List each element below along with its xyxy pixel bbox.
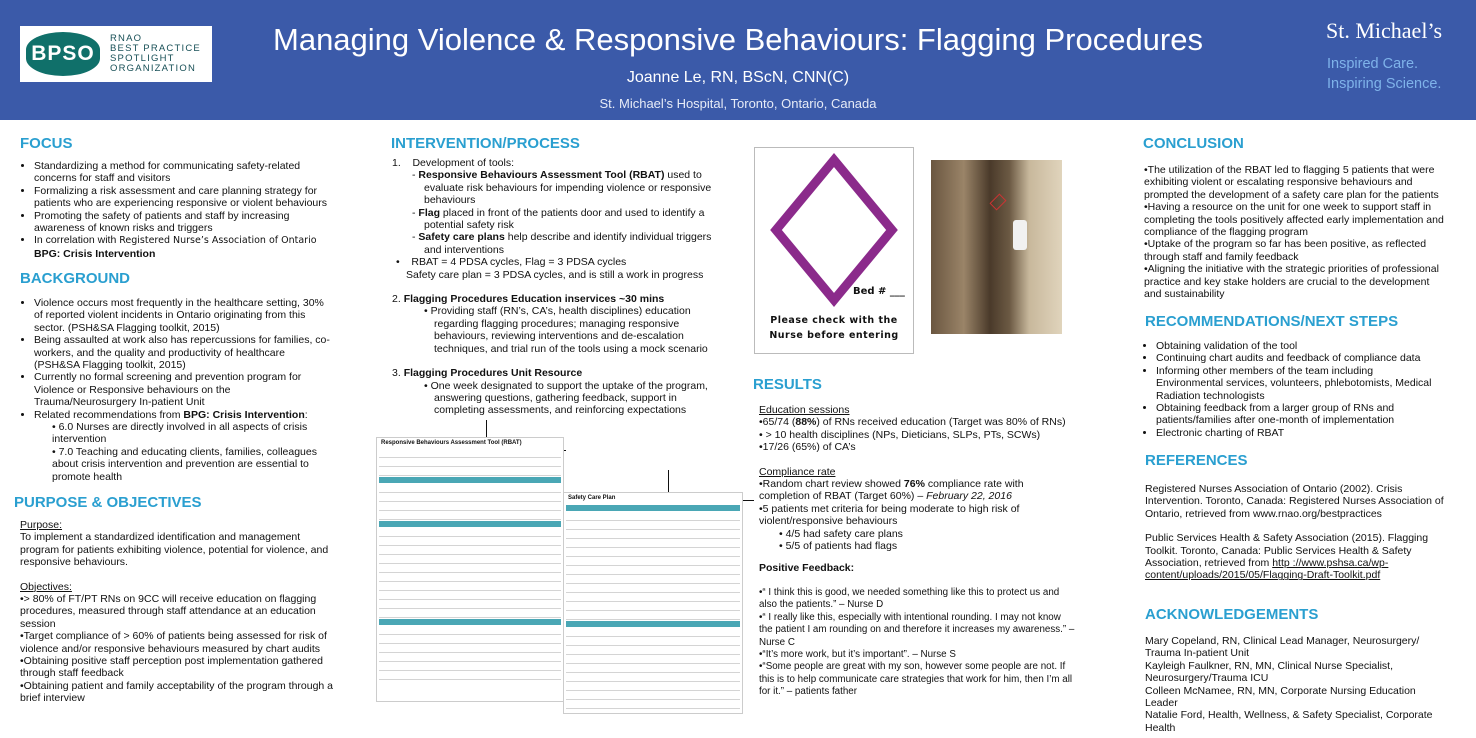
background-item: • Violence occurs most frequently in the healthcare setting, 30% of reported violent incidents in Ontario originating from this sector. (PSH&SA Flagging toolkit, 2015) <box>34 297 330 334</box>
focus-text: In correlation with <box>34 234 120 247</box>
conclusion-block <box>1144 164 1444 300</box>
acknowledgements-heading: ACKNOWLEDGEMENTS <box>1145 606 1319 623</box>
tool-rest: used to evaluate risk behaviours for impending violence or responsive behaviours <box>424 169 712 207</box>
step-num: 3. <box>392 367 401 380</box>
tool-rest: placed in front of the patients door and used to identify a potential safety risk <box>424 206 705 232</box>
poster-header <box>0 0 1476 120</box>
recommendation-item: • Obtaining validation of the tool <box>1156 340 1442 352</box>
conclusion-item: •The utilization of the RBAT led to flagging 5 patients that were exhibiting violent or escalating responsive behaviours and prompted the development of a safety care plan for the patients <box>1144 164 1439 201</box>
recommendation-item: • Continuing chart audits and feedback of compliance data <box>1156 352 1442 364</box>
safety-care-plan-image <box>563 492 743 714</box>
result-date: February 22, 2016 <box>926 490 1012 503</box>
hospital-tagline <box>1327 54 1441 94</box>
logo-line: ORGANIZATION <box>110 63 197 74</box>
step-item: • Providing staff (RN’s, CA’s, health disciplines) education regarding flagging procedures; managing responsive behaviours, reviewing interventions and de-escalation techniques, and trial run of the tools using a mock scenario <box>424 305 722 355</box>
logo-line: RNAO <box>110 33 143 44</box>
conclusion-item: •Uptake of the program so far has been positive, as reflected through staff and family feedback <box>1144 238 1427 263</box>
poster-author: Joanne Le, RN, BScN, CNN(C) <box>626 69 850 86</box>
result-text: compliance rate with completion of RBAT (Target 60%) – <box>759 478 1024 503</box>
background-heading: BACKGROUND <box>20 270 130 287</box>
tool-bold: Safety care plans <box>418 231 505 244</box>
step-title: Flagging Procedures Unit Resource <box>403 367 583 380</box>
pdsa-line: Safety care plan = 3 PDSA cycles, and is still a work in progress <box>406 268 704 281</box>
education-label: Education sessions <box>759 404 850 416</box>
objective-item: •Target compliance of > 60% of patients being assessed for risk of violence and/or responsive behaviours measured by chart audits <box>20 630 327 655</box>
focus-item <box>34 234 330 260</box>
background-subitem: • 7.0 Teaching and educating clients, families, colleagues about crisis intervention and prevention are essential to promote health <box>52 446 330 483</box>
intervention-step-1: 1. Development of tools: <box>392 157 514 169</box>
rec-suffix: : <box>304 408 308 421</box>
intervention-heading: INTERVENTION/PROCESS <box>391 135 580 152</box>
result-text: •65/74 ( <box>759 416 796 429</box>
focus-org: Registered Nurse’s Association of Ontario <box>119 235 317 247</box>
purpose-label: Purpose: <box>20 519 63 531</box>
tool-item <box>418 169 722 207</box>
bpso-logo-text: BPSO <box>31 42 95 65</box>
feedback-quote: •“It’s more work, but it’s important”. – Nurse S <box>759 648 956 660</box>
result-subitem: • 5/5 of patients had flags <box>779 540 1077 552</box>
references-block <box>1145 483 1445 582</box>
tool-rest: help describe and identify individual triggers and interventions <box>424 231 712 256</box>
hospital-logo-name: St. Michael’s <box>1326 18 1443 43</box>
result-line <box>759 416 1077 428</box>
result-line: •17/26 (65%) of CA’s <box>759 441 856 454</box>
pdsa-text: RBAT = 4 PDSA cycles, Flag = 3 PDSA cycles <box>411 256 627 269</box>
intervention-step-2 <box>392 293 722 305</box>
rec-text: Related recommendations from <box>34 408 184 421</box>
safety-plan-title: Safety Care Plan <box>568 495 616 501</box>
recommendation-item: • Obtaining feedback from a larger group of RNs and patients/families after one-month of implementation <box>1156 402 1442 427</box>
focus-bpg: BPG: Crisis Intervention <box>34 247 156 260</box>
background-list <box>20 297 330 483</box>
recommendation-item: • Electronic charting of RBAT <box>1156 427 1442 439</box>
feedback-quote: •“ I think this is good, we needed something like this to protect us and also the patients.” – Nurse D <box>759 586 1060 611</box>
recommendation-item: • Informing other members of the team including Environmental services, volunteers, phlebotomists, Medical Radiation technologists <box>1156 365 1442 402</box>
results-heading: RESULTS <box>753 376 822 393</box>
reference-link[interactable]: http ://www.pshsa.ca/wp-content/uploads/2015/05/Flagging-Draft-Toolkit.pdf <box>1145 557 1389 582</box>
tagline-line: Inspired Care. <box>1327 56 1419 72</box>
tagline-line: Inspiring Science. <box>1327 76 1442 92</box>
reference-text: Public Services Health & Safety Association (2015). Flagging Toolkit. Toronto, Canada: Public Services Health & Safety Association, retrieved from <box>1145 532 1429 570</box>
conclusion-item: •Aligning the initiative with the strategic priorities of professional practice and key stake holders are crucial to the development and sustainability <box>1144 263 1439 301</box>
result-line: • > 10 health disciplines (NPs, Dieticians, SLPs, PTs, SCWs) <box>759 428 1041 441</box>
result-line <box>759 478 1077 503</box>
purpose-text: To implement a standardized identification and management program for patients exhibiting violence, potential for violence, and responsive behaviours. <box>20 531 329 569</box>
sign-line: Nurse before entering <box>769 330 899 341</box>
result-subitem: • 4/5 had safety care plans <box>779 528 1077 540</box>
bed-label: Bed # ___ <box>853 286 905 297</box>
recommendations-heading: RECOMMENDATIONS/NEXT STEPS <box>1145 313 1399 330</box>
tool-bold: Flag <box>418 206 441 219</box>
objective-item: •Obtaining positive staff perception post implementation gathered through staff feedback <box>20 655 323 680</box>
purpose-block <box>20 519 338 705</box>
result-bold: 88% <box>795 416 817 429</box>
feedback-label: Positive Feedback: <box>759 562 855 575</box>
acknowledgement-item: Kayleigh Faulkner, RN, MN, Clinical Nurse Specialist, Neurosurgery/Trauma ICU <box>1145 659 1394 685</box>
results-block <box>759 404 1077 699</box>
poster-affiliation: St. Michael’s Hospital, Toronto, Ontario, Canada <box>599 96 877 111</box>
pdsa-line: • RBAT = 4 PDSA cycles, Flag = 3 PDSA cycles <box>396 256 627 269</box>
references-heading: REFERENCES <box>1145 452 1248 469</box>
result-text: •Random chart review showed <box>759 478 904 491</box>
conclusion-heading: CONCLUSION <box>1143 135 1244 152</box>
feedback-quote: •“ I really like this, especially with intentional rounding. I may not know the patient I am rounding on and therefore it increases my awareness.” – Nurse C <box>759 611 1075 648</box>
logo-line: BEST PRACTICE <box>110 43 201 54</box>
poster-title: Managing Violence & Responsive Behaviours: Flagging Procedures <box>273 22 1203 57</box>
acknowledgement-item: Colleen McNamee, RN, MN, Corporate Nursing Education Leader <box>1145 684 1416 710</box>
focus-heading: FOCUS <box>20 135 73 152</box>
objectives-label: Objectives: <box>20 580 72 593</box>
door-photo <box>931 160 1062 334</box>
rec-bold: BPG: Crisis Intervention <box>183 408 305 421</box>
focus-list <box>20 160 330 260</box>
reference-item <box>1145 532 1445 582</box>
background-item: • Currently no formal screening and prevention program for Violence or Responsive behaviours on the Trauma/Neurosurgery In-patient Unit <box>34 371 330 408</box>
step-item: • One week designated to support the uptake of the program, answering questions, gathering feedback, support in completing assessments, and reinforcing expectations <box>424 380 722 417</box>
feedback-quote: •“Some people are great with my son, however some people are not. If this is to help communicate care strategies that work for him, then I’m all for it.” – patients father <box>759 661 1073 698</box>
tool-item <box>418 206 722 232</box>
tool-item <box>418 231 722 256</box>
purpose-heading: PURPOSE & OBJECTIVES <box>14 494 202 511</box>
result-text: ) of RNs received education (Target was 80% of RNs) <box>816 416 1066 429</box>
conclusion-item: •Having a resource on the unit for one week to support staff in completing the tools positively affected early implementation and compliance of the flagging program <box>1144 201 1444 239</box>
intervention-step-3 <box>392 367 722 379</box>
background-item <box>34 409 330 483</box>
step-num: 2. <box>392 293 401 306</box>
acknowledgement-item: Natalie Ford, Health, Wellness, & Safety Specialist, Corporate Health <box>1145 709 1433 734</box>
flag-sign-image <box>754 147 914 354</box>
sign-line: Please check with the <box>770 315 898 326</box>
step1-text: Development of tools: <box>412 157 514 169</box>
focus-item: • Standardizing a method for communicating safety-related concerns for staff and visitors <box>34 160 330 185</box>
reference-item: Registered Nurses Association of Ontario (2002). Crisis Intervention. Toronto, Canada: Registered Nurses Association of Ontario, retrieved from www.rnao.org/bestpractices <box>1145 483 1444 520</box>
result-bold: 76% <box>903 478 925 491</box>
result-line: •5 patients met criteria for being moderate to high risk of violent/responsive behaviours <box>759 502 1020 528</box>
step-title: Flagging Procedures Education inservices ~30 mins <box>403 293 665 306</box>
objective-item: •Obtaining patient and family acceptability of the program through a brief interview <box>20 679 334 705</box>
focus-item: • Formalizing a risk assessment and care planning strategy for patients who are experiencing responsive or violent behaviours <box>34 185 330 210</box>
objective-item: •> 80% of FT/PT RNs on 9CC will receive education on flagging procedures, measured through staff attendance at an education session <box>20 593 317 630</box>
intervention-block <box>392 157 722 417</box>
sanitizer-dispenser <box>1013 220 1027 250</box>
logo-line: SPOTLIGHT <box>110 53 175 64</box>
background-subitem: • 6.0 Nurses are directly involved in all aspects of crisis intervention <box>52 421 330 446</box>
rbat-form-title: Responsive Behaviours Assessment Tool (RBAT) <box>381 440 522 446</box>
tool-bold: Responsive Behaviours Assessment Tool (RBAT) <box>418 169 665 182</box>
focus-item: • Promoting the safety of patients and staff by increasing awareness of known risks and triggers <box>34 210 330 235</box>
background-item: • Being assaulted at work also has repercussions for families, co-workers, and the quality and productivity of healthcare (PSH&SA Flagging toolkit, 2015) <box>34 334 330 371</box>
acknowledgements-block <box>1145 635 1445 734</box>
door-flag <box>990 194 1007 211</box>
acknowledgement-item: Mary Copeland, RN, Clinical Lead Manager, Neurosurgery/ Trauma In-patient Unit <box>1145 635 1420 660</box>
sign-text <box>755 313 913 343</box>
rbat-form-image <box>376 437 564 702</box>
recommendations-list <box>1142 340 1442 439</box>
compliance-label: Compliance rate <box>759 465 836 478</box>
